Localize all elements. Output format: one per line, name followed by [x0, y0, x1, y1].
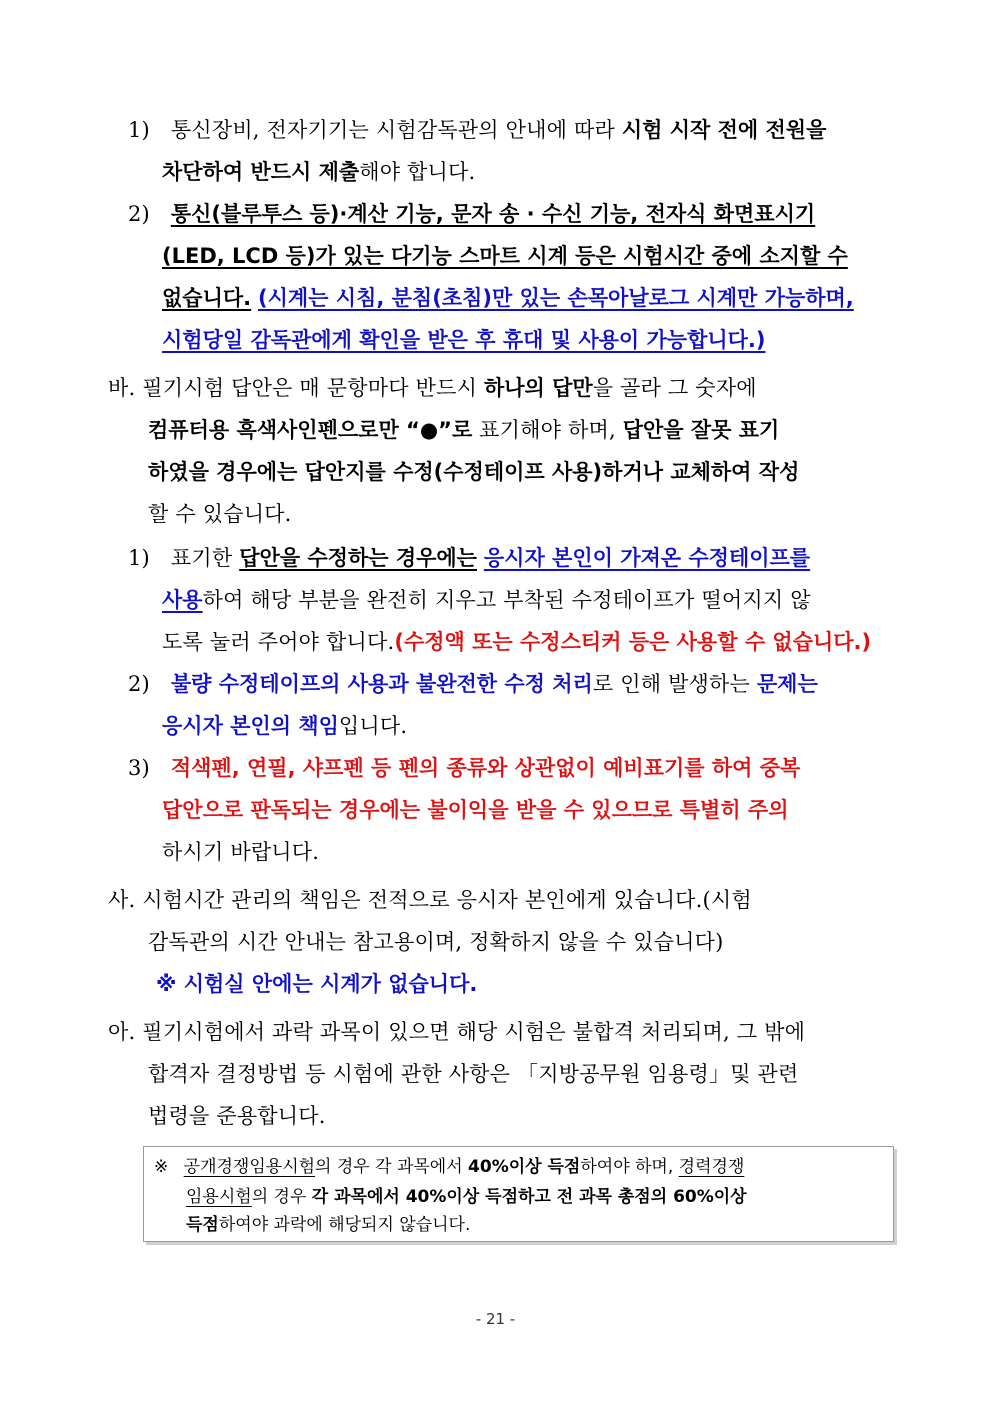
item-2-line-2: (LED, LCD 등)가 있는 다기능 스마트 시계 등은 시험시간 중에 소지할 수: [162, 244, 848, 268]
section-ba-line-1: 바. 필기시험 답안은 매 문항마다 반드시 하나의 답만을 골라 그 숫자에: [108, 376, 757, 400]
section-sa-line-2: 감독관의 시간 안내는 참고용이며, 정확하지 않을 수 있습니다): [148, 930, 724, 954]
note-line-1: ※ 공개경쟁임용시험의 경우 각 과목에서 40%이상 득점하여야 하며, 경력경쟁: [154, 1157, 745, 1177]
note-mark: ※: [154, 1157, 169, 1177]
no-clock-notice: ※ 시험실 안에는 시계가 없습니다.: [156, 972, 478, 996]
section-sa-line-1: 사. 시험시간 관리의 책임은 전적으로 응시자 본인에게 있습니다.(시험: [108, 888, 752, 912]
section-a-marker: 아.: [108, 1020, 136, 1044]
item-2-line-4: 시험당일 감독관에게 확인을 받은 후 휴대 및 사용이 가능합니다.): [162, 328, 766, 352]
section-ba-marker: 바.: [108, 376, 136, 400]
watch-notice: (시계는 시침, 분침(초침)만 있는 손목아날로그 시계만 가능하며,: [258, 286, 854, 310]
item-2-line-1: 2) 통신(블루투스 등)·계산 기능, 문자 송 · 수신 기능, 전자식 화면표시기: [128, 202, 816, 226]
section-ba-line-3: 하였을 경우에는 답안지를 수정(수정테이프 사용)하거나 교체하여 작성: [148, 460, 800, 484]
ba-item-1-marker: 1): [128, 546, 150, 570]
ba-item-1-line-3: 도록 눌러 주어야 합니다.(수정액 또는 수정스티커 등은 사용할 수 없습니다.): [162, 630, 872, 654]
section-ba-line-4: 할 수 있습니다.: [148, 502, 292, 526]
section-sa-marker: 사.: [108, 888, 136, 912]
note-line-2: 임용시험의 경우 각 과목에서 40%이상 득점하고 전 과목 총점의 60%이상: [186, 1187, 747, 1207]
item-1-marker: 1): [128, 118, 150, 142]
item-2-marker: 2): [128, 202, 150, 226]
section-ba-line-2: 컴퓨터용 흑색사인펜으로만 “●”로 표기해야 하며, 답안을 잘못 표기: [148, 418, 780, 442]
ba-item-3-line-2: 답안으로 판독되는 경우에는 불이익을 받을 수 있으므로 특별히 주의: [162, 798, 789, 822]
note-line-3: 득점하여야 과락에 해당되지 않습니다.: [186, 1215, 471, 1235]
ba-item-2-line-1: 2) 불량 수정테이프의 사용과 불완전한 수정 처리로 인해 발생하는 문제는: [128, 672, 818, 696]
section-a-line-3: 법령을 준용합니다.: [148, 1104, 326, 1128]
ba-item-3-line-3: 하시기 바랍니다.: [162, 840, 320, 864]
section-a-line-1: 아. 필기시험에서 과락 과목이 있으면 해당 시험은 불합격 처리되며, 그 밖에: [108, 1020, 806, 1044]
ba-item-2-marker: 2): [128, 672, 150, 696]
section-a-line-2: 합격자 결정방법 등 시험에 관한 사항은 「지방공무원 임용령」및 관련: [148, 1062, 799, 1086]
item-1-line-2: 차단하여 반드시 제출해야 합니다.: [162, 160, 476, 184]
ba-item-1-line-2: 사용하여 해당 부분을 완전히 지우고 부착된 수정테이프가 떨어지지 않: [162, 588, 811, 612]
item-2-line-3: 없습니다. (시계는 시침, 분침(초침)만 있는 손목아날로그 시계만 가능하며,: [162, 286, 854, 310]
item-1-line-1: 1) 통신장비, 전자기기는 시험감독관의 안내에 따라 시험 시작 전에 전원을: [128, 118, 827, 142]
ba-item-3-line-1: 3) 적색펜, 연필, 샤프펜 등 펜의 종류와 상관없이 예비표기를 하여 중복: [128, 756, 801, 780]
correction-fluid-warning: (수정액 또는 수정스티커 등은 사용할 수 없습니다.): [394, 630, 872, 654]
page-number: - 21 -: [475, 1310, 516, 1328]
ba-item-1-line-1: 1) 표기한 답안을 수정하는 경우에는 응시자 본인이 가져온 수정테이프를: [128, 546, 811, 570]
ba-item-2-line-2: 응시자 본인의 책임입니다.: [162, 714, 408, 738]
ba-item-3-marker: 3): [128, 756, 150, 780]
passing-criteria-note: [143, 1146, 894, 1242]
